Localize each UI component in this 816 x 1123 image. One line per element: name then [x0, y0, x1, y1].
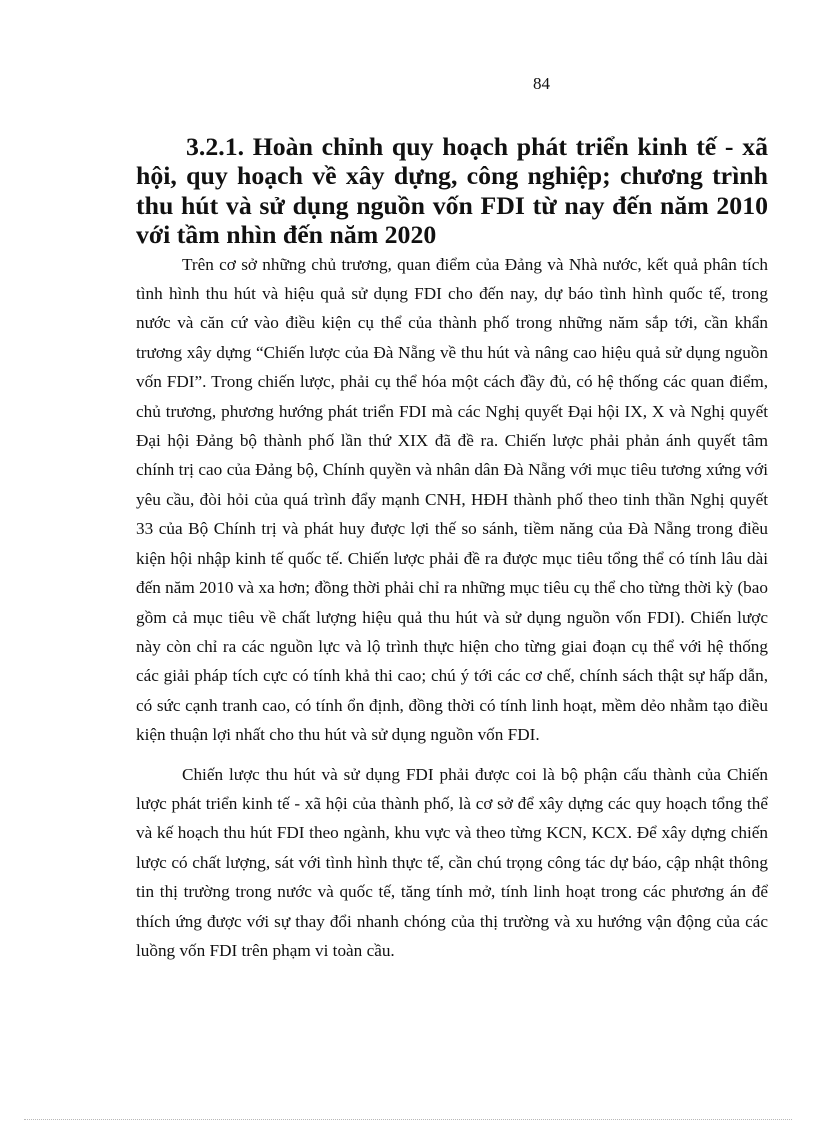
page-bottom-rule [24, 1119, 792, 1120]
document-body [136, 132, 768, 965]
section-heading: 3.2.1. Hoàn chỉnh quy hoạch phát triển kinh tế - xã hội, quy hoạch về xây dựng, công nghiệp; chương trình thu hút và sử dụng nguồn vốn FDI từ nay đến năm 2010 với tầm nhìn đến năm 2020 [136, 132, 768, 250]
paragraph-1: Trên cơ sở những chủ trương, quan điểm của Đảng và Nhà nước, kết quả phân tích tình hình thu hút và hiệu quả sử dụng FDI cho đến nay, dự báo tình hình quốc tế, trong nước và căn cứ vào điều kiện cụ thể của thành phố trong những năm sắp tới, cần khẩn trương xây dựng “Chiến lược của Đà Nẵng về thu hút và nâng cao hiệu quả sử dụng nguồn vốn FDI”. Trong chiến lược, phải cụ thể hóa một cách đầy đủ, có hệ thống các quan điểm, chủ trương, phương hướng phát triển FDI mà các Nghị quyết Đại hội IX, X và Nghị quyết Đại hội Đảng bộ thành phố lần thứ XIX đã đề ra. Chiến lược phải phản ánh quyết tâm chính trị cao của Đảng bộ, Chính quyền và nhân dân Đà Nẵng với mục tiêu tương xứng với yêu cầu, đòi hỏi của quá trình đẩy mạnh CNH, HĐH thành phố theo tinh thần Nghị quyết 33 của Bộ Chính trị và phát huy được lợi thế so sánh, tiềm năng của Đà Nẵng trong điều kiện hội nhập kinh tế quốc tế. Chiến lược phải đề ra được mục tiêu tổng thể có tính lâu dài đến năm 2010 và xa hơn; đồng thời phải chỉ ra những mục tiêu cụ thể cho từng thời kỳ (bao gồm cả mục tiêu về chất lượng hiệu quả thu hút và sử dụng nguồn vốn FDI). Chiến lược này còn chỉ ra các nguồn lực và lộ trình thực hiện cho từng giai đoạn cụ thể với hệ thống các giải pháp tích cực có tính khả thi cao; chú ý tới các cơ chế, chính sách thật sự hấp dẫn, có sức cạnh tranh cao, có tính ổn định, đồng thời có tính linh hoạt, mềm dẻo nhằm tạo điều kiện thuận lợi nhất cho thu hút và sử dụng nguồn vốn FDI. [136, 254, 768, 745]
paragraph-2: Chiến lược thu hút và sử dụng FDI phải được coi là bộ phận cấu thành của Chiến lược phát triển kinh tế - xã hội của thành phố, là cơ sở để xây dựng các quy hoạch tổng thể và kế hoạch thu hút FDI theo ngành, khu vực và theo từng KCN, KCX. Để xây dựng chiến lược có chất lượng, sát với tình hình thực tế, cần chú trọng công tác dự báo, cập nhật thông tin thị trường trong nước và quốc tế, tăng tính mở, tính linh hoạt trong các phương án để thích ứng được với sự thay đổi nhanh chóng của thị trường và xu hướng vận động của các luồng vốn FDI trên phạm vi toàn cầu. [136, 764, 768, 960]
page-number: 84 [533, 74, 550, 93]
